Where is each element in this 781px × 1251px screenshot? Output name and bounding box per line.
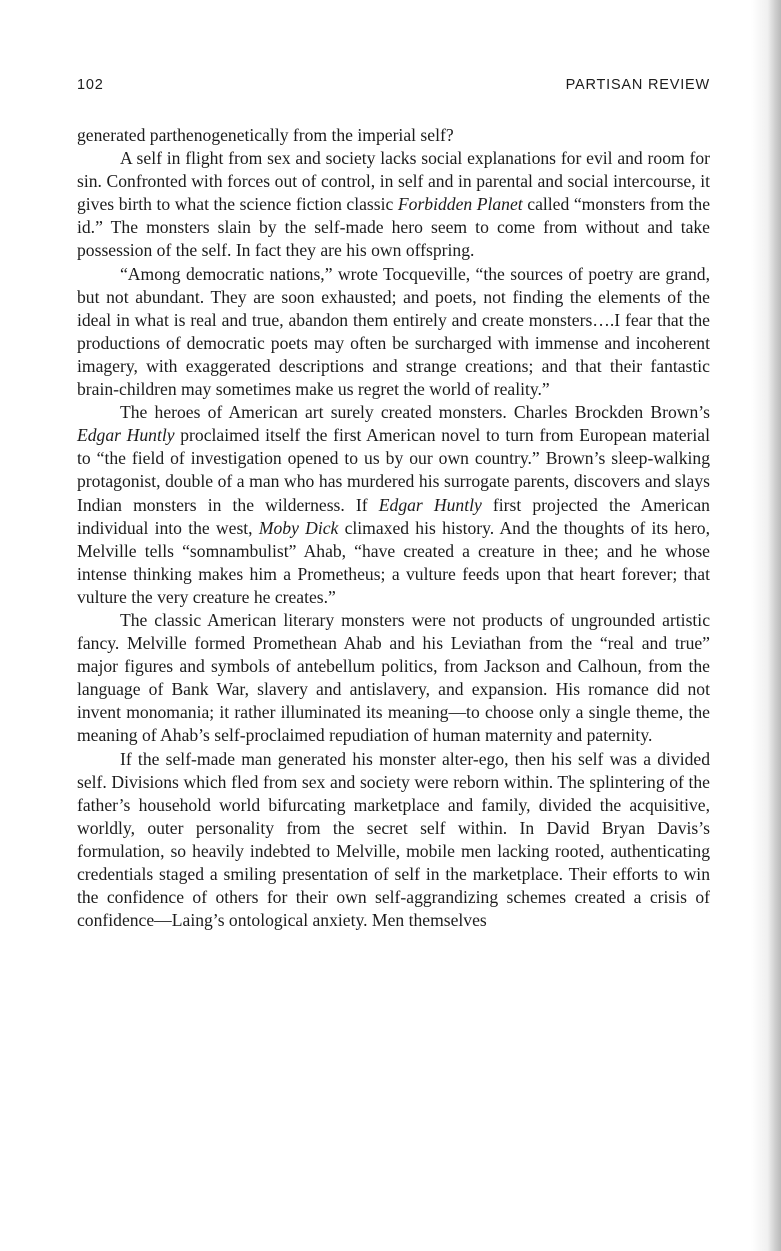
body-text xyxy=(77,124,710,932)
paragraph-text: called “monsters from the id.” The monsters slain by the self-made hero seem to come from without and take possession of the self. In fact they are his own offspring. xyxy=(77,194,710,261)
paragraph-text: climaxed his history. And the thoughts of its hero, Melville tells “somnambulist” Ahab, “have created a creature in thee; and he whose intense thinking makes him a Prometheus; a vulture feeds upon that heart forever; that vulture the very creature he creates.” xyxy=(77,517,711,607)
paragraph-text: first projected the American individual into the west, xyxy=(77,494,710,538)
paragraph-text: A self in flight from sex and society lacks social explanations for evil and room for sin. Confronted with forces out of control, in self and in parental and social intercourse, it gives birth to what the science fiction classic xyxy=(77,148,710,215)
paragraph-1 xyxy=(77,124,710,147)
paragraph-5 xyxy=(77,609,710,748)
paragraph-4 xyxy=(77,401,710,609)
title-moby-dick: Moby Dick xyxy=(258,517,339,538)
page-binding-edge xyxy=(751,0,781,1251)
paragraph-text: If the self-made man generated his monster alter-ego, then his self was a divided self. Divisions which fled from sex and society were reborn within. The splintering of the father’s household world bifurcating marketplace and family, divided the acquisitive, worldly, outer personality from the secret self within. In David Bryan Davis’s formulation, so heavily indebted to Melville, mobile men lacking rooted, authenticating credentials staged a smiling presentation of self in the marketplace. Their efforts to win the confidence of others for their own self-aggrandizing schemes created a crisis of confidence—Laing’s ontological anxiety. Men themselves xyxy=(77,748,710,931)
title-forbidden-planet: Forbidden Planet xyxy=(397,194,523,215)
running-head: PARTISAN REVIEW xyxy=(565,77,710,93)
page-header xyxy=(77,77,710,97)
paragraph-2 xyxy=(77,147,710,262)
paragraph-text: “Among democratic nations,” wrote Tocqueville, “the sources of poetry are grand, but not abundant. They are soon exhausted; and poets, not finding the elements of the ideal in what is real and true, abandon them entirely and create monsters….I fear that the productions of democratic poets may often be surcharged with immense and incoherent imagery, with exaggerated descriptions and strange creations; and that their fantastic brain-children may sometimes make us regret the world of reality.” xyxy=(77,263,710,400)
paragraph-text: The classic American literary monsters were not products of ungrounded artistic fancy. Melville formed Promethean Ahab and his Leviathan from the “real and true” major figures and symbols of antebellum politics, from Jackson and Calhoun, from the language of Bank War, slavery and antislavery, and expansion. His romance did not invent monomania; it rather illuminated its meaning—to choose only a single theme, the meaning of Ahab’s self-proclaimed repudiation of human maternity and paternity. xyxy=(77,609,710,746)
title-edgar-huntly: Edgar Huntly xyxy=(77,425,175,446)
page-number: 102 xyxy=(77,77,104,93)
paragraph-6 xyxy=(77,748,710,933)
paragraph-text: generated parthenogenetically from the imperial self? xyxy=(77,125,454,145)
paragraph-text: proclaimed itself the first American novel to turn from European material to “the field of investigation opened to us by our own country.” Brown’s sleep-walking protagonist, double of a man who has murdered his surrogate parents, discovers and slays Indian monsters in the wilderness. If xyxy=(77,425,710,515)
paragraph-3 xyxy=(77,263,710,402)
title-edgar-huntly: Edgar Huntly xyxy=(378,494,482,515)
paragraph-text: The heroes of American art surely created monsters. Charles Brockden Brown’s xyxy=(120,402,710,423)
